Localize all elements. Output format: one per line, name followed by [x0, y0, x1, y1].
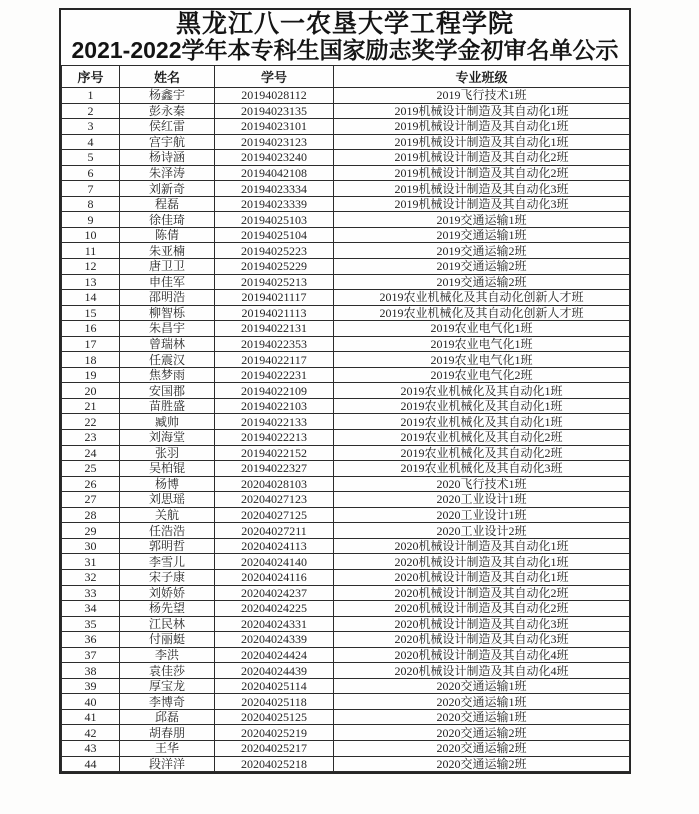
cell-student-id: 20194022109	[215, 383, 334, 399]
cell-name: 杨诗涵	[120, 150, 215, 166]
cell-name: 焦梦雨	[120, 367, 215, 383]
table-row	[62, 585, 630, 601]
title-school-name: 黑龙江八一农垦大学工程学院	[175, 10, 514, 38]
cell-name: 袁佳莎	[120, 663, 215, 679]
cell-name: 杨鑫宇	[120, 88, 215, 104]
cell-name: 关航	[120, 507, 215, 523]
cell-name: 杨博	[120, 476, 215, 492]
table-row	[62, 709, 630, 725]
cell-major-class: 2020飞行技术1班	[334, 476, 630, 492]
cell-student-id: 20194022327	[215, 461, 334, 477]
cell-major-class: 2020交通运输1班	[334, 709, 630, 725]
cell-student-id: 20204024116	[215, 569, 334, 585]
cell-index: 36	[62, 632, 120, 648]
scholarship-roster-table	[61, 65, 630, 772]
cell-index: 31	[62, 554, 120, 570]
cell-major-class: 2020交通运输1班	[334, 678, 630, 694]
cell-name: 安国郡	[120, 383, 215, 399]
cell-major-class: 2020工业设计1班	[334, 492, 630, 508]
cell-student-id: 20194023339	[215, 196, 334, 212]
cell-name: 段洋洋	[120, 756, 215, 772]
cell-major-class: 2020工业设计2班	[334, 523, 630, 539]
cell-index: 44	[62, 756, 120, 772]
cell-student-id: 20204024331	[215, 616, 334, 632]
table-row	[62, 367, 630, 383]
cell-student-id: 20194022213	[215, 430, 334, 446]
cell-major-class: 2019机械设计制造及其自动化1班	[334, 103, 630, 119]
cell-index: 4	[62, 134, 120, 150]
cell-student-id: 20194025104	[215, 227, 334, 243]
cell-major-class: 2019交通运输2班	[334, 259, 630, 275]
cell-student-id: 20194023334	[215, 181, 334, 197]
cell-name: 王华	[120, 740, 215, 756]
cell-index: 29	[62, 523, 120, 539]
cell-major-class: 2019农业机械化及其自动化创新人才班	[334, 305, 630, 321]
cell-student-id: 20204025217	[215, 740, 334, 756]
cell-index: 17	[62, 336, 120, 352]
cell-index: 34	[62, 601, 120, 617]
cell-index: 38	[62, 663, 120, 679]
cell-student-id: 20204025219	[215, 725, 334, 741]
cell-index: 33	[62, 585, 120, 601]
table-row	[62, 119, 630, 135]
table-row	[62, 305, 630, 321]
cell-major-class: 2020机械设计制造及其自动化3班	[334, 616, 630, 632]
table-row	[62, 134, 630, 150]
cell-index: 41	[62, 709, 120, 725]
table-row	[62, 523, 630, 539]
cell-name: 任浩浩	[120, 523, 215, 539]
table-row	[62, 274, 630, 290]
cell-major-class: 2020机械设计制造及其自动化1班	[334, 569, 630, 585]
cell-major-class: 2019农业电气化2班	[334, 367, 630, 383]
document-title	[61, 10, 629, 65]
table-row	[62, 445, 630, 461]
cell-student-id: 20194022231	[215, 367, 334, 383]
cell-name: 李雪儿	[120, 554, 215, 570]
cell-student-id: 20194022353	[215, 336, 334, 352]
cell-major-class: 2019机械设计制造及其自动化2班	[334, 165, 630, 181]
cell-name: 唐卫卫	[120, 259, 215, 275]
cell-name: 苗胜盛	[120, 398, 215, 414]
table-row	[62, 725, 630, 741]
cell-index: 39	[62, 678, 120, 694]
cell-index: 6	[62, 165, 120, 181]
cell-index: 37	[62, 647, 120, 663]
cell-student-id: 20194022117	[215, 352, 334, 368]
cell-name: 郭明哲	[120, 538, 215, 554]
cell-student-id: 20204024237	[215, 585, 334, 601]
cell-name: 杨先望	[120, 601, 215, 617]
cell-index: 10	[62, 227, 120, 243]
cell-student-id: 20194023135	[215, 103, 334, 119]
table-row	[62, 383, 630, 399]
cell-index: 18	[62, 352, 120, 368]
cell-major-class: 2019交通运输1班	[334, 212, 630, 228]
table-row	[62, 321, 630, 337]
cell-student-id: 20194025223	[215, 243, 334, 259]
cell-student-id: 20204024439	[215, 663, 334, 679]
cell-index: 27	[62, 492, 120, 508]
cell-index: 40	[62, 694, 120, 710]
table-row	[62, 647, 630, 663]
table-row	[62, 756, 630, 772]
cell-index: 22	[62, 414, 120, 430]
table-row	[62, 165, 630, 181]
cell-name: 刘思瑶	[120, 492, 215, 508]
cell-major-class: 2019农业电气化1班	[334, 336, 630, 352]
cell-student-id: 20194023240	[215, 150, 334, 166]
cell-index: 35	[62, 616, 120, 632]
cell-major-class: 2019农业机械化及其自动化2班	[334, 445, 630, 461]
table-row	[62, 212, 630, 228]
cell-name: 徐佳琦	[120, 212, 215, 228]
cell-major-class: 2019飞行技术1班	[334, 88, 630, 104]
table-row	[62, 336, 630, 352]
cell-major-class: 2020机械设计制造及其自动化3班	[334, 632, 630, 648]
cell-name: 申佳军	[120, 274, 215, 290]
cell-index: 14	[62, 290, 120, 306]
cell-major-class: 2020机械设计制造及其自动化1班	[334, 554, 630, 570]
cell-student-id: 20194023123	[215, 134, 334, 150]
cell-major-class: 2019农业机械化及其自动化创新人才班	[334, 290, 630, 306]
cell-index: 20	[62, 383, 120, 399]
cell-major-class: 2020机械设计制造及其自动化2班	[334, 585, 630, 601]
cell-index: 5	[62, 150, 120, 166]
table-row	[62, 663, 630, 679]
cell-student-id: 20194025103	[215, 212, 334, 228]
cell-name: 邵明浩	[120, 290, 215, 306]
table-row	[62, 538, 630, 554]
table-row	[62, 569, 630, 585]
cell-major-class: 2019农业机械化及其自动化1班	[334, 383, 630, 399]
cell-name: 张羽	[120, 445, 215, 461]
cell-index: 21	[62, 398, 120, 414]
cell-name: 侯红雷	[120, 119, 215, 135]
cell-student-id: 20194028112	[215, 88, 334, 104]
cell-student-id: 20194022103	[215, 398, 334, 414]
table-row	[62, 196, 630, 212]
cell-name: 朱昌宇	[120, 321, 215, 337]
table-row	[62, 554, 630, 570]
cell-student-id: 20194021113	[215, 305, 334, 321]
table-row	[62, 507, 630, 523]
table-row	[62, 694, 630, 710]
cell-student-id: 20204025218	[215, 756, 334, 772]
cell-major-class: 2020交通运输2班	[334, 725, 630, 741]
table-row	[62, 290, 630, 306]
cell-major-class: 2020机械设计制造及其自动化4班	[334, 647, 630, 663]
table-row	[62, 740, 630, 756]
cell-major-class: 2019机械设计制造及其自动化2班	[334, 150, 630, 166]
cell-index: 8	[62, 196, 120, 212]
cell-student-id: 20204024424	[215, 647, 334, 663]
table-row	[62, 476, 630, 492]
cell-student-id: 20204025125	[215, 709, 334, 725]
cell-index: 11	[62, 243, 120, 259]
title-announcement: 2021-2022学年本专科生国家励志奖学金初审名单公示	[71, 37, 619, 63]
cell-major-class: 2019交通运输2班	[334, 274, 630, 290]
cell-major-class: 2019机械设计制造及其自动化1班	[334, 134, 630, 150]
cell-index: 23	[62, 430, 120, 446]
announcement-sheet	[59, 8, 631, 774]
cell-name: 彭永秦	[120, 103, 215, 119]
table-body	[62, 88, 630, 772]
table-row	[62, 227, 630, 243]
cell-student-id: 20194021117	[215, 290, 334, 306]
table-row	[62, 601, 630, 617]
cell-index: 3	[62, 119, 120, 135]
cell-major-class: 2020机械设计制造及其自动化2班	[334, 601, 630, 617]
table-row	[62, 259, 630, 275]
cell-index: 15	[62, 305, 120, 321]
header-student-id: 学号	[215, 66, 334, 88]
cell-major-class: 2019交通运输2班	[334, 243, 630, 259]
cell-student-id: 20204027123	[215, 492, 334, 508]
cell-student-id: 20194023101	[215, 119, 334, 135]
cell-student-id: 20204028103	[215, 476, 334, 492]
cell-index: 28	[62, 507, 120, 523]
table-row	[62, 492, 630, 508]
header-row	[62, 66, 630, 88]
cell-major-class: 2019机械设计制造及其自动化3班	[334, 196, 630, 212]
cell-index: 30	[62, 538, 120, 554]
cell-name: 李洪	[120, 647, 215, 663]
cell-name: 臧帅	[120, 414, 215, 430]
cell-student-id: 20204024339	[215, 632, 334, 648]
table-row	[62, 398, 630, 414]
cell-index: 26	[62, 476, 120, 492]
cell-major-class: 2020交通运输2班	[334, 756, 630, 772]
table-row	[62, 150, 630, 166]
cell-student-id: 20204027125	[215, 507, 334, 523]
table-row	[62, 632, 630, 648]
table-row	[62, 88, 630, 104]
cell-index: 43	[62, 740, 120, 756]
cell-major-class: 2019农业机械化及其自动化3班	[334, 461, 630, 477]
cell-index: 25	[62, 461, 120, 477]
cell-major-class: 2019交通运输1班	[334, 227, 630, 243]
table-row	[62, 352, 630, 368]
cell-major-class: 2019农业机械化及其自动化2班	[334, 430, 630, 446]
cell-index: 7	[62, 181, 120, 197]
cell-name: 刘娇娇	[120, 585, 215, 601]
cell-index: 9	[62, 212, 120, 228]
cell-index: 32	[62, 569, 120, 585]
cell-index: 2	[62, 103, 120, 119]
table-row	[62, 414, 630, 430]
cell-major-class: 2019机械设计制造及其自动化1班	[334, 119, 630, 135]
cell-name: 邱磊	[120, 709, 215, 725]
cell-student-id: 20194022133	[215, 414, 334, 430]
cell-major-class: 2019农业电气化1班	[334, 352, 630, 368]
header-index: 序号	[62, 66, 120, 88]
header-major-class: 专业班级	[334, 66, 630, 88]
table-row	[62, 461, 630, 477]
cell-name: 吴柏锟	[120, 461, 215, 477]
cell-major-class: 2020机械设计制造及其自动化1班	[334, 538, 630, 554]
cell-name: 陈倩	[120, 227, 215, 243]
cell-student-id: 20194025213	[215, 274, 334, 290]
cell-student-id: 20204027211	[215, 523, 334, 539]
cell-name: 李博奇	[120, 694, 215, 710]
cell-major-class: 2019农业电气化1班	[334, 321, 630, 337]
cell-name: 柳智栎	[120, 305, 215, 321]
cell-student-id: 20204025114	[215, 678, 334, 694]
cell-major-class: 2020交通运输1班	[334, 694, 630, 710]
cell-student-id: 20204024113	[215, 538, 334, 554]
cell-major-class: 2020工业设计1班	[334, 507, 630, 523]
cell-name: 曾瑞林	[120, 336, 215, 352]
cell-index: 42	[62, 725, 120, 741]
cell-index: 24	[62, 445, 120, 461]
cell-student-id: 20194025229	[215, 259, 334, 275]
cell-major-class: 2019农业机械化及其自动化1班	[334, 414, 630, 430]
table-row	[62, 243, 630, 259]
cell-name: 胡春朋	[120, 725, 215, 741]
cell-name: 刘新奇	[120, 181, 215, 197]
cell-index: 1	[62, 88, 120, 104]
table-header	[62, 66, 630, 88]
table-row	[62, 616, 630, 632]
cell-major-class: 2020交通运输2班	[334, 740, 630, 756]
cell-name: 宋子康	[120, 569, 215, 585]
table-row	[62, 678, 630, 694]
cell-major-class: 2019机械设计制造及其自动化3班	[334, 181, 630, 197]
cell-major-class: 2020机械设计制造及其自动化4班	[334, 663, 630, 679]
cell-name: 程磊	[120, 196, 215, 212]
cell-name: 刘海堂	[120, 430, 215, 446]
cell-index: 12	[62, 259, 120, 275]
cell-name: 任震汉	[120, 352, 215, 368]
cell-student-id: 20194022131	[215, 321, 334, 337]
cell-name: 厚宝龙	[120, 678, 215, 694]
cell-student-id: 20204025118	[215, 694, 334, 710]
cell-major-class: 2019农业机械化及其自动化1班	[334, 398, 630, 414]
table-row	[62, 103, 630, 119]
cell-name: 宫宇航	[120, 134, 215, 150]
cell-student-id: 20204024225	[215, 601, 334, 617]
cell-student-id: 20194042108	[215, 165, 334, 181]
cell-student-id: 20194022152	[215, 445, 334, 461]
cell-name: 江民林	[120, 616, 215, 632]
cell-index: 16	[62, 321, 120, 337]
cell-index: 13	[62, 274, 120, 290]
cell-index: 19	[62, 367, 120, 383]
cell-student-id: 20204024140	[215, 554, 334, 570]
header-name: 姓名	[120, 66, 215, 88]
table-row	[62, 181, 630, 197]
cell-name: 朱亚楠	[120, 243, 215, 259]
table-row	[62, 430, 630, 446]
cell-name: 付丽蜓	[120, 632, 215, 648]
cell-name: 朱泽涛	[120, 165, 215, 181]
